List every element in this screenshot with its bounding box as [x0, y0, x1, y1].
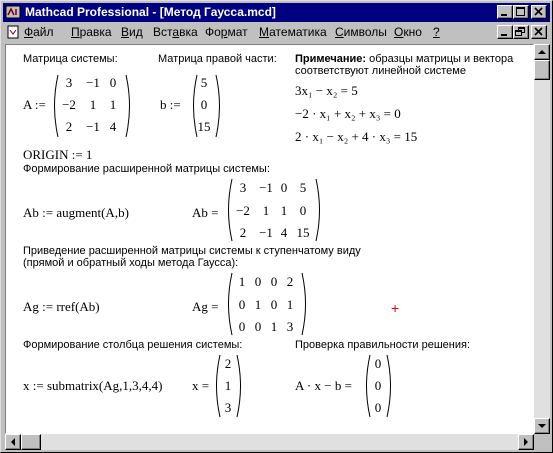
crosshair-cursor-icon: + — [391, 300, 400, 316]
doc-restore-button[interactable] — [513, 25, 529, 39]
matrix-ag-cell: 1 — [286, 297, 294, 312]
close-button[interactable] — [531, 5, 547, 19]
matrix-ab-cell: 15 — [296, 225, 310, 240]
scroll-up-button[interactable] — [534, 44, 550, 60]
matrix-a-cell: 1 — [109, 97, 117, 112]
scroll-right-button[interactable] — [518, 434, 534, 450]
matrix-a-cell: −1 — [86, 119, 100, 134]
mathcad-app-icon — [5, 4, 21, 20]
ab-result[interactable]: Ab = — [192, 205, 219, 220]
matrix-ab-cell: 0 — [299, 203, 307, 218]
matrix-a-cell: −1 — [86, 75, 100, 90]
worksheet[interactable] — [5, 44, 534, 434]
right-paren — [385, 353, 395, 419]
label-check: Проверка правильности решения: — [295, 339, 470, 351]
arrow-right-icon — [519, 435, 533, 449]
horizontal-scrollbar[interactable] — [5, 434, 534, 450]
right-paren — [314, 177, 324, 243]
note-line1: Примечание: образцы матрицы и вектора — [295, 53, 514, 65]
label-extended-matrix: Формирование расширенной матрицы системы: — [23, 163, 270, 175]
vector-b-cell: 5 — [200, 75, 208, 90]
matrix-ab-cell: −1 — [259, 225, 273, 240]
matrix-ag-cell: 2 — [286, 274, 294, 289]
check-expression[interactable]: A · x − b = — [295, 378, 352, 393]
vector-x-cell: 3 — [224, 400, 232, 415]
right-paren — [214, 73, 224, 139]
matrix-ag-cell: 0 — [254, 319, 262, 334]
menu-symbols[interactable]: Символы — [335, 25, 387, 39]
doc-minimize-button[interactable] — [497, 25, 513, 39]
matrix-ag-cell: 1 — [270, 319, 278, 334]
arrow-left-icon — [6, 435, 20, 449]
check-cell: 0 — [374, 378, 382, 393]
label-step-line2: (прямой и обратный ходы метода Гаусса): — [23, 257, 239, 269]
title-bar[interactable] — [3, 3, 550, 22]
matrix-ab-cell: 3 — [239, 180, 247, 195]
matrix-a-cell: 3 — [65, 75, 73, 90]
matrix-ag-cell: 1 — [238, 274, 246, 289]
label-system-matrix: Матрица системы: — [23, 53, 118, 65]
equation-3[interactable]: 2 · x₁ − x₂ + 4 · x₃ = 15 — [295, 129, 418, 144]
check-cell: 0 — [374, 400, 382, 415]
check-cell: 0 — [374, 356, 382, 371]
vector-b-cell: 0 — [200, 97, 208, 112]
equation-2[interactable]: −2 · x₁ + x₂ + x₃ = 0 — [295, 106, 401, 121]
restore-icon — [514, 26, 528, 38]
note-line2: соответствуют линейной системе — [295, 65, 466, 77]
scroll-down-button[interactable] — [534, 418, 550, 434]
ab-definition[interactable]: Ab := augment(A,b) — [23, 205, 129, 220]
x-result[interactable]: x = — [192, 378, 210, 393]
origin-definition[interactable]: ORIGIN := 1 — [23, 147, 93, 162]
equation-1[interactable]: 3x₁ − x₂ = 5 — [295, 83, 358, 98]
ag-result[interactable]: Ag = — [192, 299, 219, 314]
menu-bar — [3, 22, 550, 43]
close-icon — [532, 6, 546, 18]
matrix-ag-cell: 0 — [270, 274, 278, 289]
label-rhs-matrix: Матрица правой части: — [158, 53, 277, 65]
scrollbar-corner — [534, 434, 550, 450]
menu-file[interactable]: Файл — [24, 25, 54, 39]
matrix-ab-cell: 0 — [280, 180, 288, 195]
matrix-ag-cell: 1 — [254, 297, 262, 312]
minimize-icon — [498, 6, 512, 18]
matrix-a-cell: 4 — [109, 119, 117, 134]
minimize-button[interactable] — [497, 5, 513, 19]
label-solution-column: Формирование столбца решения системы: — [23, 339, 243, 351]
horizontal-scroll-thumb[interactable] — [21, 434, 41, 450]
matrix-a-definition[interactable]: A := — [23, 97, 46, 112]
matrix-ab-cell: 1 — [280, 203, 288, 218]
ag-definition[interactable]: Ag := rref(Ab) — [23, 299, 100, 314]
menu-math[interactable]: Математика — [259, 25, 327, 39]
document-icon[interactable] — [6, 25, 20, 39]
matrix-ag-cell: 0 — [238, 297, 246, 312]
menu-edit[interactable]: Правка — [71, 25, 112, 39]
right-paren — [235, 353, 245, 419]
matrix-a-cell: 0 — [109, 75, 117, 90]
matrix-ag-cell: 0 — [254, 274, 262, 289]
arrow-up-icon — [535, 45, 549, 59]
minimize-icon — [498, 26, 512, 38]
matrix-ab-cell: 2 — [239, 225, 247, 240]
close-icon — [532, 26, 546, 38]
vector-x-cell: 2 — [224, 356, 232, 371]
vertical-scrollbar[interactable] — [534, 44, 550, 434]
menu-window[interactable]: Окно — [394, 25, 422, 39]
matrix-a-cell: 1 — [89, 97, 97, 112]
menu-insert[interactable]: Вставка — [153, 25, 198, 39]
matrix-a-cell: −2 — [62, 97, 76, 112]
right-paren — [300, 271, 310, 337]
doc-close-button[interactable] — [531, 25, 547, 39]
matrix-a-cell: 2 — [65, 119, 73, 134]
vector-b-definition[interactable]: b := — [160, 97, 181, 112]
menu-format[interactable]: Формат — [205, 25, 248, 39]
right-paren — [124, 73, 134, 139]
matrix-ag-cell: 3 — [286, 319, 294, 334]
menu-view[interactable]: Вид — [121, 25, 143, 39]
matrix-ab-cell: −2 — [236, 203, 250, 218]
arrow-down-icon — [535, 419, 549, 433]
x-definition[interactable]: x := submatrix(Ag,1,3,4,4) — [23, 378, 163, 393]
vertical-scroll-thumb[interactable] — [534, 60, 550, 80]
matrix-ag-cell: 0 — [238, 319, 246, 334]
matrix-ab-cell: 1 — [262, 203, 270, 218]
vector-x-cell: 1 — [224, 378, 232, 393]
maximize-icon — [514, 6, 528, 18]
matrix-ab-cell: 4 — [280, 225, 288, 240]
label-step-line1: Приведение расширенной матрицы системы к ступенчатому виду — [23, 245, 361, 257]
window-title: Mathcad Professional - [Метод Гаусса.mcd] — [25, 5, 276, 19]
vector-b-cell: 15 — [197, 119, 211, 134]
matrix-ab-cell: 5 — [299, 180, 307, 195]
maximize-button[interactable] — [513, 5, 529, 19]
matrix-ag-cell: 0 — [270, 297, 278, 312]
menu-help[interactable]: ? — [433, 25, 440, 39]
scroll-left-button[interactable] — [5, 434, 21, 450]
matrix-ab-cell: −1 — [259, 180, 273, 195]
